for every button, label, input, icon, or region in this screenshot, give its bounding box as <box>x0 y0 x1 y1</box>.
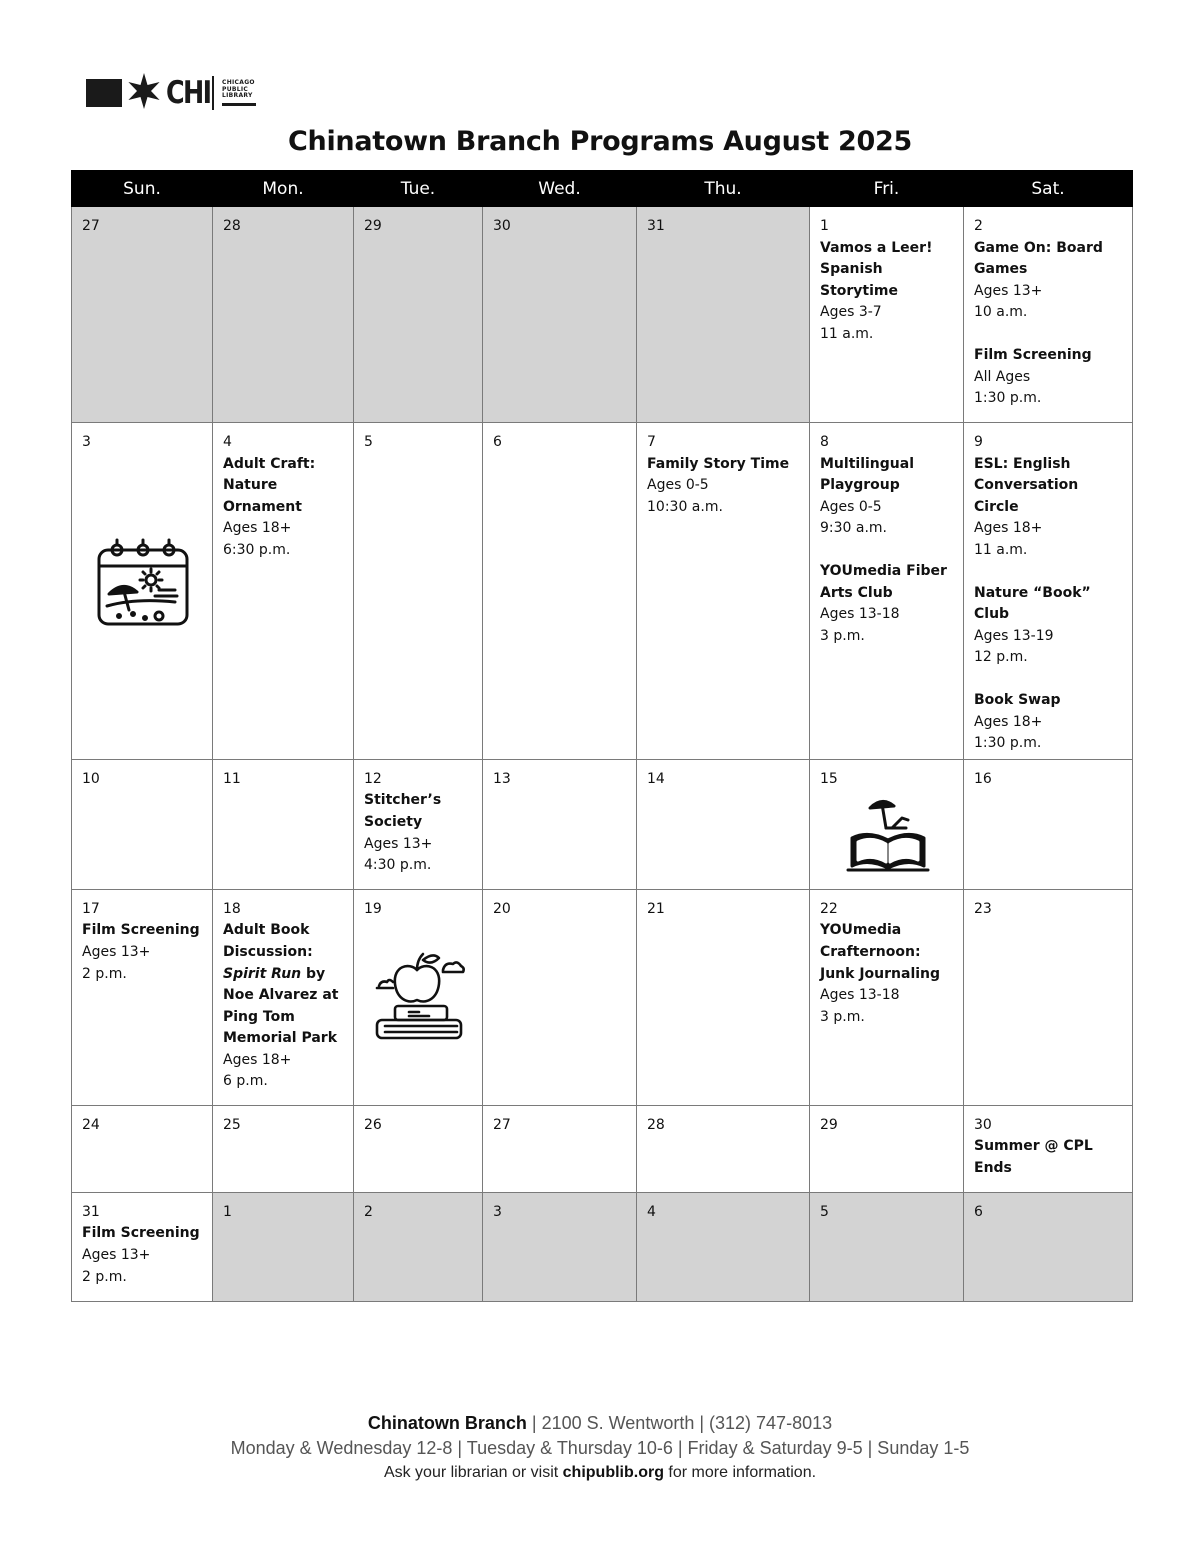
event-title: Nature “Book” Club <box>974 584 1091 623</box>
calendar-day-cell <box>483 1192 637 1301</box>
day-number: 2 <box>974 218 983 234</box>
calendar-week-row <box>72 423 1133 760</box>
footer-branch-line <box>0 1410 1200 1436</box>
logo-library-text <box>222 80 256 106</box>
event-time: 2 p.m. <box>82 1268 127 1285</box>
calendar-grid <box>71 170 1133 1302</box>
footer-hours: Monday & Wednesday 12-8 | Tuesday & Thursday 10-6 | Friday & Saturday 9-5 | Sunday 1-5 <box>230 1438 970 1458</box>
event-title-rest: by Noe Alvarez at Ping Tom Memorial Park <box>223 965 339 1047</box>
calendar-week-row <box>72 207 1133 423</box>
calendar-day-cell <box>483 1105 637 1192</box>
event-ages: Ages 18+ <box>223 520 292 537</box>
footer-website-link[interactable]: chipublib.org <box>562 1464 664 1481</box>
calendar-event <box>647 454 801 519</box>
event-ages: Ages 13+ <box>364 835 433 852</box>
calendar-day-cell <box>72 1192 213 1301</box>
apple-books-icon <box>364 950 474 1046</box>
calendar-event <box>82 1223 204 1288</box>
weekday-header: Sun. <box>72 171 213 207</box>
calendar-day-cell <box>72 1105 213 1192</box>
day-number: 27 <box>82 218 100 234</box>
calendar-event <box>974 238 1124 324</box>
calendar-day-cell <box>964 423 1133 760</box>
calendar-day-cell <box>637 1192 810 1301</box>
event-title <box>223 920 345 1050</box>
day-number: 5 <box>820 1203 829 1220</box>
event-ages: Ages 13+ <box>82 943 151 960</box>
day-number: 10 <box>82 770 100 787</box>
event-time: 4:30 p.m. <box>364 857 432 874</box>
day-number: 6 <box>493 434 502 450</box>
day-number: 13 <box>493 770 511 787</box>
calendar-day-cell <box>213 207 354 423</box>
event-ages: Ages 13+ <box>82 1246 151 1263</box>
calendar-day-cell <box>354 1105 483 1192</box>
event-time: 10:30 a.m. <box>647 498 723 515</box>
calendar-week-row <box>72 759 1133 889</box>
day-number: 31 <box>82 1203 100 1220</box>
logo-line-library: LIBRARY <box>222 92 253 100</box>
calendar-day-cell <box>964 1105 1133 1192</box>
day-number: 9 <box>974 434 983 450</box>
day-number: 31 <box>647 218 665 234</box>
weekday-header: Tue. <box>354 171 483 207</box>
day-number: 19 <box>364 900 382 917</box>
calendar-day-cell <box>483 759 637 889</box>
logo-rule <box>222 103 256 106</box>
calendar-day-cell <box>810 423 964 760</box>
logo-chi-text: CHI <box>166 75 211 111</box>
calendar-week-row <box>72 1192 1133 1301</box>
calendar-day-cell <box>810 1105 964 1192</box>
day-number: 4 <box>647 1203 656 1220</box>
event-ages: All Ages <box>974 368 1031 385</box>
calendar-day-cell <box>213 423 354 760</box>
event-ages: Ages 13-19 <box>974 627 1054 644</box>
calendar-day-cell <box>810 889 964 1105</box>
day-number: 29 <box>820 1116 838 1133</box>
event-ages: Ages 0-5 <box>820 498 882 515</box>
event-title: Film Screening <box>82 922 200 939</box>
day-number: 4 <box>223 434 232 450</box>
day-number: 25 <box>223 1116 241 1133</box>
event-title: Stitcher’s Society <box>364 792 442 830</box>
weekday-header: Sat. <box>964 171 1133 207</box>
calendar-week-row <box>72 889 1133 1105</box>
day-number: 30 <box>493 218 511 234</box>
day-number: 14 <box>647 770 665 787</box>
event-book-title: Spirit Run <box>223 965 302 982</box>
calendar-day-cell <box>637 207 810 423</box>
weekday-header-row <box>72 171 1133 207</box>
calendar-week-row <box>72 1105 1133 1192</box>
calendar-event <box>974 345 1124 410</box>
day-number: 3 <box>82 434 91 450</box>
calendar-day-cell <box>964 207 1133 423</box>
event-ages: Ages 0-5 <box>647 477 709 494</box>
event-title: Vamos a Leer! Spanish Storytime <box>820 239 933 299</box>
calendar-day-cell <box>354 207 483 423</box>
event-time: 9:30 a.m. <box>820 520 888 537</box>
calendar-day-cell <box>637 1105 810 1192</box>
calendar-day-cell <box>483 207 637 423</box>
day-number: 5 <box>364 434 373 450</box>
event-title: ESL: English Conversation Circle <box>974 455 1079 515</box>
footer-address-phone: | 2100 S. Wentworth | (312) 747-8013 <box>526 1413 833 1433</box>
day-number: 16 <box>974 770 992 787</box>
day-number: 12 <box>364 770 382 787</box>
day-number: 30 <box>974 1116 992 1133</box>
footer-ask-suffix: for more information. <box>663 1464 817 1481</box>
footer-branch-name: Chinatown Branch <box>367 1413 527 1433</box>
event-time: 2 p.m. <box>82 965 127 982</box>
calendar-day-cell <box>354 1192 483 1301</box>
day-number: 1 <box>223 1203 232 1220</box>
calendar-event <box>820 920 955 1028</box>
calendar-day-cell <box>637 759 810 889</box>
logo-divider <box>212 76 214 110</box>
event-title: Film Screening <box>82 1225 200 1242</box>
event-time: 6 p.m. <box>223 1073 268 1090</box>
calendar-day-cell <box>354 889 483 1105</box>
day-number: 23 <box>974 900 992 917</box>
day-number: 1 <box>820 218 829 234</box>
event-title: Book Swap <box>974 691 1061 708</box>
calendar-day-cell <box>637 423 810 760</box>
calendar-day-cell <box>213 1192 354 1301</box>
day-number: 28 <box>647 1116 665 1133</box>
weekday-header: Wed. <box>483 171 637 207</box>
day-number: 27 <box>493 1116 511 1133</box>
event-time: 3 p.m. <box>820 627 865 644</box>
event-time: 3 p.m. <box>820 1008 865 1025</box>
calendar-event <box>820 454 955 540</box>
chicago-star-icon <box>122 71 166 115</box>
calendar-event <box>974 583 1124 669</box>
beach-book-icon <box>820 796 955 876</box>
calendar-day-cell <box>810 759 964 889</box>
calendar-event <box>974 690 1124 755</box>
calendar-day-cell <box>810 1192 964 1301</box>
event-title-text: Adult Book Discussion: <box>223 922 313 960</box>
event-time: 1:30 p.m. <box>974 735 1042 752</box>
day-number: 7 <box>647 434 656 450</box>
event-title: Multilingual Playgroup <box>820 455 914 494</box>
calendar-day-cell <box>213 1105 354 1192</box>
calendar-day-cell <box>72 759 213 889</box>
event-ages: Ages 3-7 <box>820 304 882 321</box>
calendar-day-cell <box>72 207 213 423</box>
event-ages: Ages 13+ <box>974 282 1043 299</box>
event-title: YOUmedia Fiber Arts Club <box>820 562 947 601</box>
event-title: Film Screening <box>974 346 1092 363</box>
event-title: Game On: Board Games <box>974 239 1103 278</box>
beach-calendar-icon <box>82 536 204 628</box>
calendar-event <box>223 454 345 562</box>
calendar-event <box>223 920 345 1093</box>
weekday-header: Mon. <box>213 171 354 207</box>
calendar-day-cell <box>483 423 637 760</box>
cpl-logo <box>86 72 256 114</box>
day-number: 20 <box>493 900 511 917</box>
calendar-day-cell <box>964 889 1133 1105</box>
day-number: 3 <box>493 1203 502 1220</box>
logo-line-public: PUBLIC <box>222 85 249 93</box>
page-title: Chinatown Branch Programs August 2025 <box>288 126 912 157</box>
day-number: 28 <box>223 218 241 234</box>
day-number: 6 <box>974 1203 983 1220</box>
logo-square <box>86 79 122 107</box>
event-title: Adult Craft: Nature Ornament <box>223 455 316 515</box>
logo-line-chicago: CHICAGO <box>222 79 255 87</box>
calendar-day-cell <box>637 889 810 1105</box>
event-ages: Ages 13-18 <box>820 606 900 623</box>
event-ages: Ages 18+ <box>223 1051 292 1068</box>
calendar-day-cell <box>964 759 1133 889</box>
calendar-event <box>820 561 955 647</box>
day-number: 29 <box>364 218 382 234</box>
calendar-day-cell <box>72 889 213 1105</box>
calendar-event <box>364 790 474 876</box>
day-number: 8 <box>820 434 829 450</box>
footer <box>0 1410 1200 1485</box>
weekday-header: Thu. <box>637 171 810 207</box>
event-time: 11 a.m. <box>974 541 1028 558</box>
calendar-day-cell <box>810 207 964 423</box>
day-number: 18 <box>223 900 241 917</box>
event-title: YOUmedia Crafternoon: Junk Journaling <box>820 922 941 982</box>
event-time: 11 a.m. <box>820 325 874 342</box>
calendar-day-cell <box>483 889 637 1105</box>
day-number: 22 <box>820 900 838 917</box>
day-number: 2 <box>364 1203 373 1220</box>
calendar-event <box>82 920 204 985</box>
calendar-day-cell <box>72 423 213 760</box>
event-time: 12 p.m. <box>974 649 1028 666</box>
event-time: 6:30 p.m. <box>223 541 291 558</box>
event-ages: Ages 13-18 <box>820 987 900 1004</box>
day-number: 24 <box>82 1116 100 1133</box>
day-number: 11 <box>223 770 241 787</box>
day-number: 21 <box>647 900 665 917</box>
calendar-event <box>820 238 955 346</box>
weekday-header: Fri. <box>810 171 964 207</box>
footer-ask-prefix: Ask your librarian or visit <box>383 1464 563 1481</box>
day-number: 15 <box>820 770 838 787</box>
event-title: Summer @ CPL Ends <box>974 1138 1093 1176</box>
calendar-day-cell <box>213 759 354 889</box>
calendar-event <box>974 454 1124 562</box>
footer-info-line <box>0 1461 1200 1485</box>
calendar-day-cell <box>213 889 354 1105</box>
calendar-day-cell <box>354 759 483 889</box>
event-time: 10 a.m. <box>974 304 1028 321</box>
event-title: Family Story Time <box>647 455 790 472</box>
day-number: 26 <box>364 1116 382 1133</box>
day-number: 17 <box>82 900 100 917</box>
event-time: 1:30 p.m. <box>974 390 1042 407</box>
event-ages: Ages 18+ <box>974 520 1043 537</box>
calendar-event <box>974 1136 1124 1179</box>
calendar-day-cell <box>354 423 483 760</box>
calendar-day-cell <box>964 1192 1133 1301</box>
event-ages: Ages 18+ <box>974 713 1043 730</box>
